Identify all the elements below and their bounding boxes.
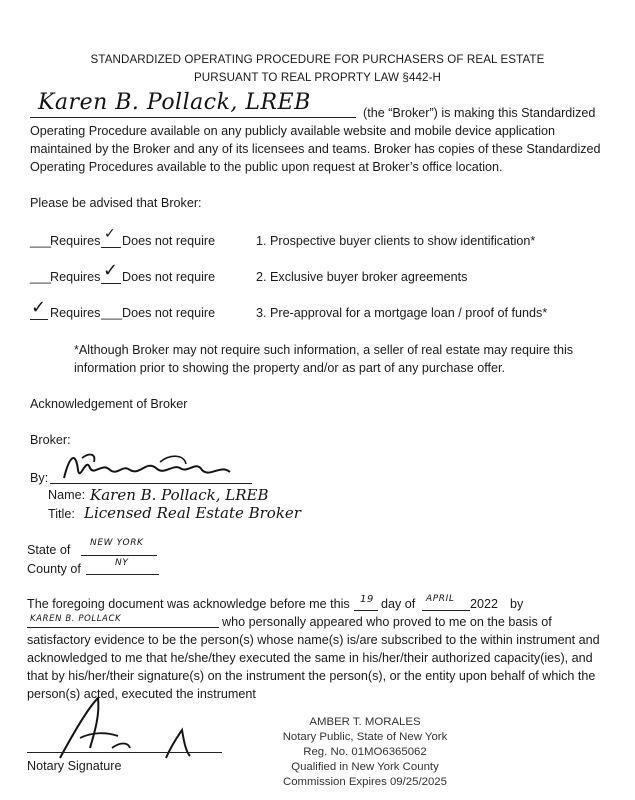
county-value: NY — [115, 558, 129, 568]
requirement-item: 3. Pre-approval for a mortgage loan / proof of funds* — [256, 306, 548, 320]
check-mark-icon: ✓ — [103, 260, 119, 281]
stamp-reg-number: Reg. No. 01MO6365062 — [303, 746, 427, 758]
requirement-blank: ___ — [30, 234, 52, 248]
notary-text-part2: day of — [381, 597, 416, 611]
state-value: NEW YORK — [90, 538, 144, 548]
does-not-require-label: Does not require — [122, 234, 216, 248]
requires-blank — [30, 319, 48, 320]
stamp-commission-expiry: Commission Expires 09/25/2025 — [283, 776, 447, 788]
day-value: 19 — [360, 594, 374, 605]
advised-text: Please be advised that Broker: — [30, 196, 202, 210]
footnote-line1: *Although Broker may not require such information, a seller of real estate may require this — [74, 343, 574, 357]
person-value: KAREN B. POLLACK — [30, 614, 122, 624]
month-value: APRIL — [426, 594, 455, 604]
requires-label: Requires — [50, 234, 101, 248]
notary-text-part1: The foregoing document was acknowledge before me this — [27, 597, 350, 611]
by-label: By: — [30, 471, 49, 485]
notary-signature-label: Notary Signature — [27, 759, 122, 773]
title-label: Title: — [48, 507, 75, 521]
does-not-require-blank — [101, 247, 121, 248]
stamp-name: AMBER T. MORALES — [309, 716, 421, 728]
county-line — [86, 574, 159, 575]
year-value: 2022 — [470, 597, 499, 611]
broker-signature — [60, 448, 240, 488]
requires-label: Requires — [50, 270, 101, 284]
notary-text-part3: by — [510, 597, 524, 611]
county-label: County of — [27, 562, 81, 576]
requirement-blank: ___ — [101, 306, 123, 320]
broker-name-handwritten: Karen B. Pollack, LREB — [38, 90, 311, 115]
check-mark-icon: ✓ — [31, 297, 47, 318]
broker-name-line — [30, 117, 356, 118]
notary-text-line5: that by his/her/their signature(s) on the instrument the person(s), or the entity upon behalf of which the — [27, 669, 596, 683]
notary-signature — [40, 672, 220, 762]
notary-text-line4: acknowledged to me that he/she/they executed the same in his/her/their authorized capacity(ies), and — [27, 651, 593, 665]
does-not-require-label: Does not require — [122, 306, 216, 320]
stamp-title: Notary Public, State of New York — [282, 731, 448, 743]
person-line — [27, 627, 219, 628]
notary-text-line3: satisfactory evidence to be the person(s) whose name(s) is/are subscribed to the within instrument and — [27, 633, 600, 647]
notary-text-line2: who personally appeared who proved to me on the basis of — [222, 615, 552, 629]
notary-signature-line — [27, 752, 222, 753]
does-not-require-blank — [101, 283, 121, 284]
footnote-line2: information prior to showing the property and/or as part of any purchase offer. — [74, 361, 505, 375]
intro-line2: Operating Procedure available on any publicly available website and mobile device application — [30, 124, 556, 138]
notary-text-line6: person(s) acted, executed the instrument — [27, 687, 256, 701]
requires-label: Requires — [50, 306, 101, 320]
stamp-qualified: Qualified in New York County — [291, 761, 439, 773]
does-not-require-label: Does not require — [122, 270, 216, 284]
requirement-item: 1. Prospective buyer clients to show identification* — [256, 234, 536, 248]
state-line — [81, 555, 157, 556]
intro-line4: Operating Procedures available to the public upon request at Broker’s office location. — [30, 160, 503, 174]
intro-line3: maintained by the Broker and any of its licensees and teams. Broker has copies of these Standardized — [30, 142, 601, 156]
check-mark-icon: ✓ — [104, 226, 116, 242]
title-value: Licensed Real Estate Broker — [84, 504, 301, 522]
month-line — [422, 610, 470, 611]
acknowledgement-heading: Acknowledgement of Broker — [30, 397, 188, 411]
day-line — [354, 610, 378, 611]
requirement-item: 2. Exclusive buyer broker agreements — [256, 270, 468, 284]
document-title-line2: PURSUANT TO REAL PROPRTY LAW §442-H — [193, 71, 442, 84]
name-label: Name: — [48, 488, 86, 502]
intro-line1: (the “Broker”) is making this Standardized — [363, 106, 596, 120]
broker-label: Broker: — [30, 433, 71, 447]
document-title-line1: STANDARDIZED OPERATING PROCEDURE FOR PURCHASERS OF REAL ESTATE — [90, 53, 545, 66]
state-label: State of — [27, 543, 71, 557]
name-value: Karen B. Pollack, LREB — [90, 486, 269, 504]
requirement-blank: ___ — [30, 270, 52, 284]
